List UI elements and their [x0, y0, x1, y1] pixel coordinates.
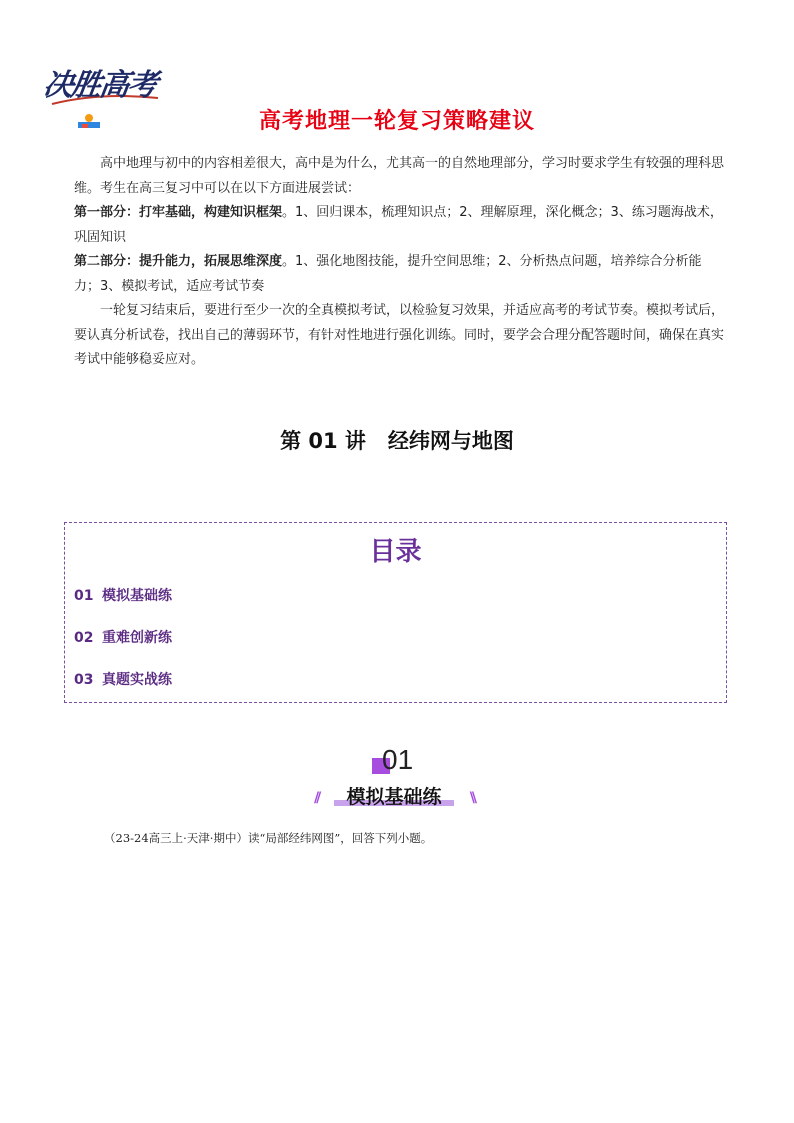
intro-paragraph: 高中地理与初中的内容相差很大，高中是为什么，尤其高一的自然地理部分，学习时要求学生有较强的理科思维。考生在高三复习中可以在以下方面进展尝试：	[74, 156, 725, 196]
lecture-title	[0, 425, 794, 455]
lecture-number: 第 01 讲	[280, 429, 366, 453]
lecture-name: 经纬网与地图	[387, 429, 514, 453]
page-title: 高考地理一轮复习策略建议	[258, 109, 535, 134]
part-two-text: 。1、强化地图技能，提升空间思维；2、分析热点问题，培养综合分析能力；3、模拟考试，适应考试节奏	[74, 254, 702, 294]
part-two-heading: 第二部分：提升能力，拓展思维深度	[74, 254, 283, 269]
intro-section	[74, 152, 724, 373]
toc-item[interactable]	[74, 669, 172, 689]
toc-item[interactable]	[74, 585, 172, 605]
section-banner	[314, 780, 474, 808]
logo-text: 决胜高考	[41, 68, 158, 103]
toc-item-number: 02	[74, 630, 94, 646]
part-one	[74, 201, 724, 250]
toc-title: 目录	[369, 537, 422, 567]
toc-item-label: 真题实战练	[102, 672, 172, 688]
section-number: 01	[382, 744, 414, 775]
part-two	[74, 250, 724, 299]
toc-item-number: 01	[74, 588, 94, 604]
part-one-heading: 第一部分：打牢基础，构建知识框架	[74, 205, 283, 220]
section-title: 模拟基础练	[346, 786, 442, 808]
question-prompt: （23-24高三上·天津·期中）读“局部经纬网图”，回答下列小题。	[104, 831, 433, 845]
toc-item[interactable]	[74, 627, 172, 647]
toc-item-label: 重难创新练	[102, 630, 172, 646]
toc-item-label: 模拟基础练	[102, 588, 172, 604]
summary-paragraph: 一轮复习结束后，要进行至少一次的全真模拟考试，以检验复习效果，并适应高考的考试节奏。模拟考试后，要认真分析试卷，找出自己的薄弱环节，有针对性地进行强化训练。同时，要学会合理分配答题时间，确保在真实考试中能够稳妥应对。	[74, 303, 725, 367]
toc-item-number: 03	[74, 672, 94, 688]
table-of-contents	[64, 522, 727, 703]
slash-left-icon: //	[314, 790, 319, 806]
part-one-text: 。1、回归课本，梳理知识点；2、理解原理，深化概念；3、练习题海战术，巩固知识	[74, 205, 723, 245]
slash-right-icon: \\	[469, 790, 474, 806]
section-number-badge	[372, 744, 432, 780]
